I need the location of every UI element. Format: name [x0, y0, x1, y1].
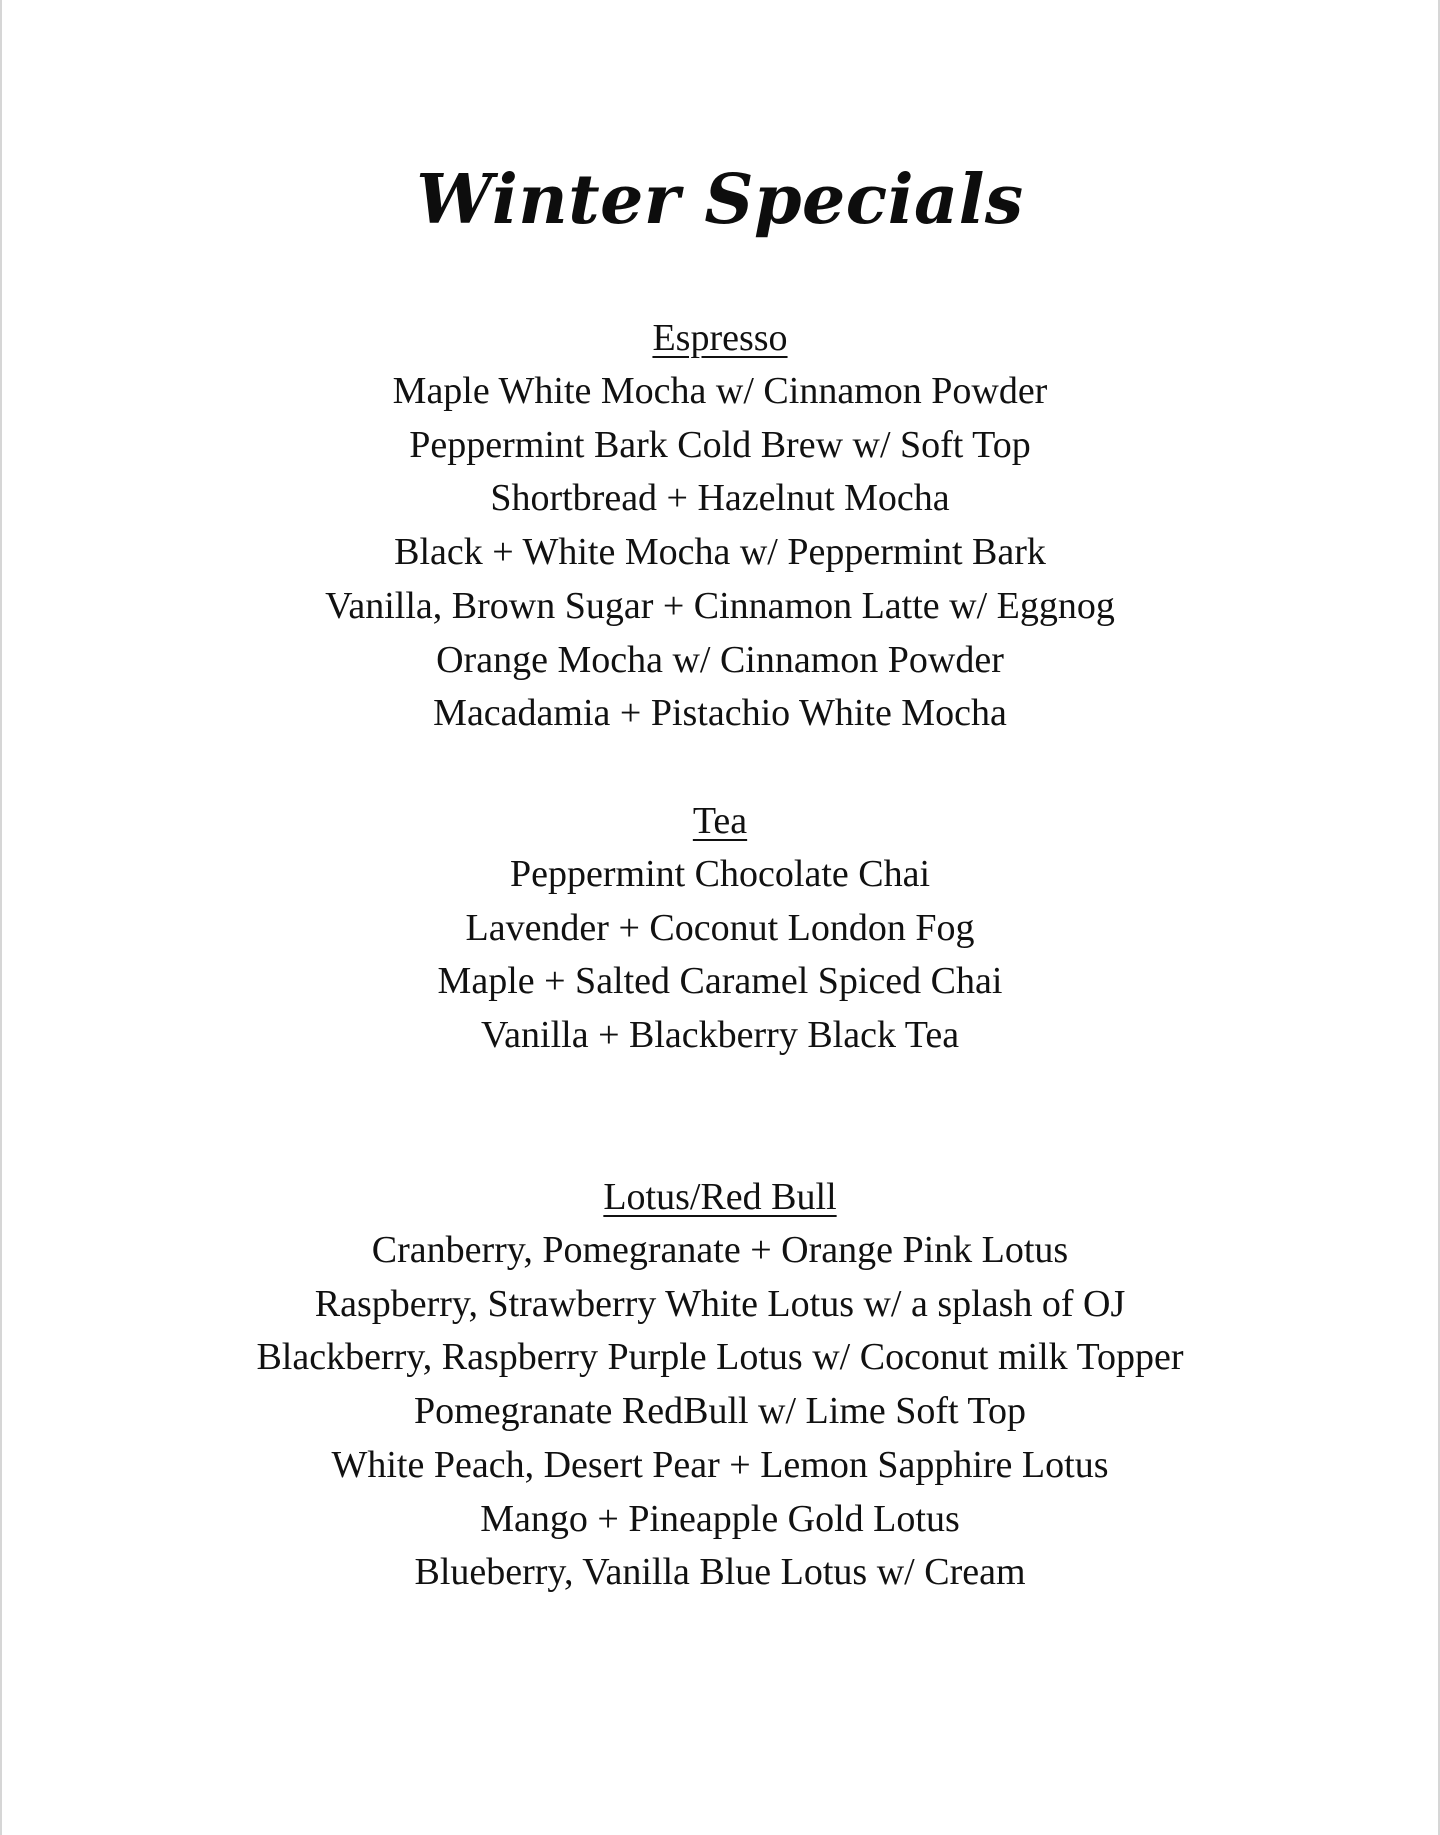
menu-item: Maple White Mocha w/ Cinnamon Powder	[392, 370, 1048, 412]
menu-item: Peppermint Chocolate Chai	[509, 853, 931, 895]
section-heading-tea: Tea	[692, 800, 748, 842]
section-heading-lotus-red-bull: Lotus/Red Bull	[603, 1176, 837, 1218]
menu-item: Cranberry, Pomegranate + Orange Pink Lotus	[371, 1229, 1069, 1271]
menu-item: Black + White Mocha w/ Peppermint Bark	[394, 531, 1046, 574]
menu-item: Lavender + Coconut London Fog	[465, 906, 975, 949]
menu-item: Vanilla, Brown Sugar + Cinnamon Latte w/ Eggnog	[325, 584, 1115, 627]
menu-item: Vanilla + Blackberry Black Tea	[480, 1014, 960, 1057]
espresso-item-list	[2, 365, 1438, 741]
menu-item: Shortbread + Hazelnut Mocha	[490, 477, 950, 520]
menu-item: White Peach, Desert Pear + Lemon Sapphire Lotus	[331, 1443, 1109, 1486]
section-tea	[2, 794, 1438, 1063]
menu-item: Raspberry, Strawberry White Lotus w/ a splash of OJ	[314, 1282, 1126, 1325]
menu-item: Pomegranate RedBull w/ Lime Soft Top	[414, 1390, 1026, 1433]
lotus-item-list	[2, 1224, 1438, 1600]
menu-item: Mango + Pineapple Gold Lotus	[480, 1497, 960, 1540]
menu-item: Macadamia + Pistachio White Mocha	[433, 692, 1007, 735]
menu-item: Maple + Salted Caramel Spiced Chai	[437, 960, 1003, 1003]
menu-title: Winter Specials	[416, 160, 1024, 240]
menu-item: Blueberry, Vanilla Blue Lotus w/ Cream	[414, 1551, 1026, 1594]
menu-item: Peppermint Bark Cold Brew w/ Soft Top	[409, 423, 1031, 466]
menu-item: Orange Mocha w/ Cinnamon Powder	[436, 638, 1004, 681]
menu-item: Blackberry, Raspberry Purple Lotus w/ Coconut milk Topper	[256, 1336, 1184, 1379]
section-espresso	[2, 311, 1438, 741]
section-heading-espresso: Espresso	[652, 317, 788, 359]
tea-item-list	[2, 848, 1438, 1063]
section-lotus-red-bull	[2, 1170, 1438, 1600]
